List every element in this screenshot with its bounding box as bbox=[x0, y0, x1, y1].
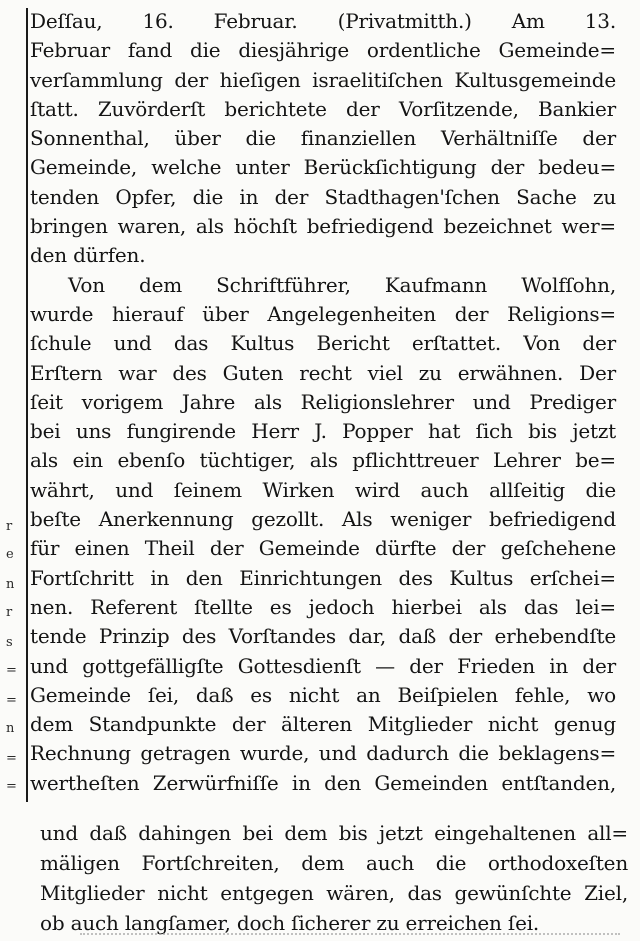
article-line: wertheſten Zerwürfniſſe in den Gemeinden entſtanden, bbox=[30, 770, 616, 795]
gutter-mark: e bbox=[6, 547, 14, 562]
article-line: den dürfen. bbox=[30, 243, 146, 268]
gutter-mark: n bbox=[6, 721, 15, 736]
article-line: mäligen Fortſchreiten, dem auch die orthodoxeſten bbox=[40, 851, 628, 875]
article-line: bei uns fungirende Herr J. Popper hat ſich bis jetzt bbox=[30, 419, 616, 444]
article-line: bringen waren, als höchſt befriedigend bezeichnet wer= bbox=[30, 214, 616, 239]
article-line: als ein ebenſo tüchtiger, als pflichttreuer Lehrer be= bbox=[30, 448, 616, 473]
clipping-bottom-edge bbox=[80, 933, 620, 941]
article-line: nen. Referent ſtellte es jedoch hierbei als das lei= bbox=[30, 594, 616, 619]
gutter-mark: r bbox=[6, 519, 13, 534]
article-line: Erſtern war des Guten recht viel zu erwähnen. Der bbox=[30, 360, 616, 385]
gutter-mark: = bbox=[6, 663, 17, 678]
article-line: ob auch langſamer, doch ſicherer zu erreichen ſei. bbox=[40, 911, 540, 935]
article-line: für einen Theil der Gemeinde dürfte der geſchehene bbox=[30, 536, 616, 561]
gutter-mark: = bbox=[6, 779, 17, 794]
article-line: währt, und ſeinem Wirken wird auch allſeitig die bbox=[30, 477, 616, 502]
article-line: ſeit vorigem Jahre als Religionslehrer und Prediger bbox=[30, 389, 616, 414]
article-line: tenden Opfer, die in der Stadthagen'ſchen Sache zu bbox=[30, 184, 616, 209]
article-line: Rechnung getragen wurde, und dadurch die beklagens= bbox=[30, 741, 616, 766]
article-line: dem Standpunkte der älteren Mitglieder nicht genug bbox=[30, 712, 616, 737]
gutter-mark: r bbox=[6, 605, 13, 620]
article-line: ſtatt. Zuvörderſt berichtete der Vorſitzende, Bankier bbox=[30, 96, 616, 121]
article-text-column bbox=[30, 7, 616, 798]
article-line: Gemeinde ſei, daß es nicht an Beiſpielen fehle, wo bbox=[30, 682, 616, 707]
article-line: Fortſchritt in den Einrichtungen des Kultus erſchei= bbox=[30, 565, 616, 590]
article-continuation bbox=[40, 818, 628, 938]
gutter-mark: = bbox=[6, 751, 17, 766]
article-line: ſchule und das Kultus Bericht erſtattet. Von der bbox=[30, 331, 616, 356]
article-line: Deſſau, 16. Februar. (Privatmitth.) Am 13. bbox=[30, 9, 616, 33]
article-line: und daß dahingen bei dem bis jetzt eingehaltenen all= bbox=[40, 821, 628, 845]
article-line: Von dem Schriftführer, Kaufmann Wolfſohn, bbox=[68, 272, 616, 297]
gutter-mark: n bbox=[6, 577, 15, 592]
article-line: wurde hierauf über Angelegenheiten der Religions= bbox=[30, 301, 616, 326]
article-line: Sonnenthal, über die finanziellen Verhältniſſe der bbox=[30, 126, 616, 151]
article-line: und gottgefälligſte Gottesdienſt — der Frieden in der bbox=[30, 653, 616, 678]
article-line: tende Prinzip des Vorſtandes dar, daß der erhebendſte bbox=[30, 624, 616, 649]
article-line: Mitglieder nicht entgegen wären, das gewünſchte Ziel, bbox=[40, 881, 628, 905]
article-line: Gemeinde, welche unter Berückſichtigung der bedeu= bbox=[30, 155, 616, 180]
column-divider-rule bbox=[26, 8, 28, 802]
gutter-mark: s bbox=[6, 635, 13, 650]
article-line: verſammlung der hieſigen israelitiſchen Kultusgemeinde bbox=[30, 67, 616, 92]
adjacent-column-fragment bbox=[0, 0, 20, 800]
gutter-mark: = bbox=[6, 693, 17, 708]
article-line: beſte Anerkennung gezollt. Als weniger befriedigend bbox=[30, 507, 616, 532]
article-line: Februar fand die diesjährige ordentliche Gemeinde= bbox=[30, 38, 616, 63]
